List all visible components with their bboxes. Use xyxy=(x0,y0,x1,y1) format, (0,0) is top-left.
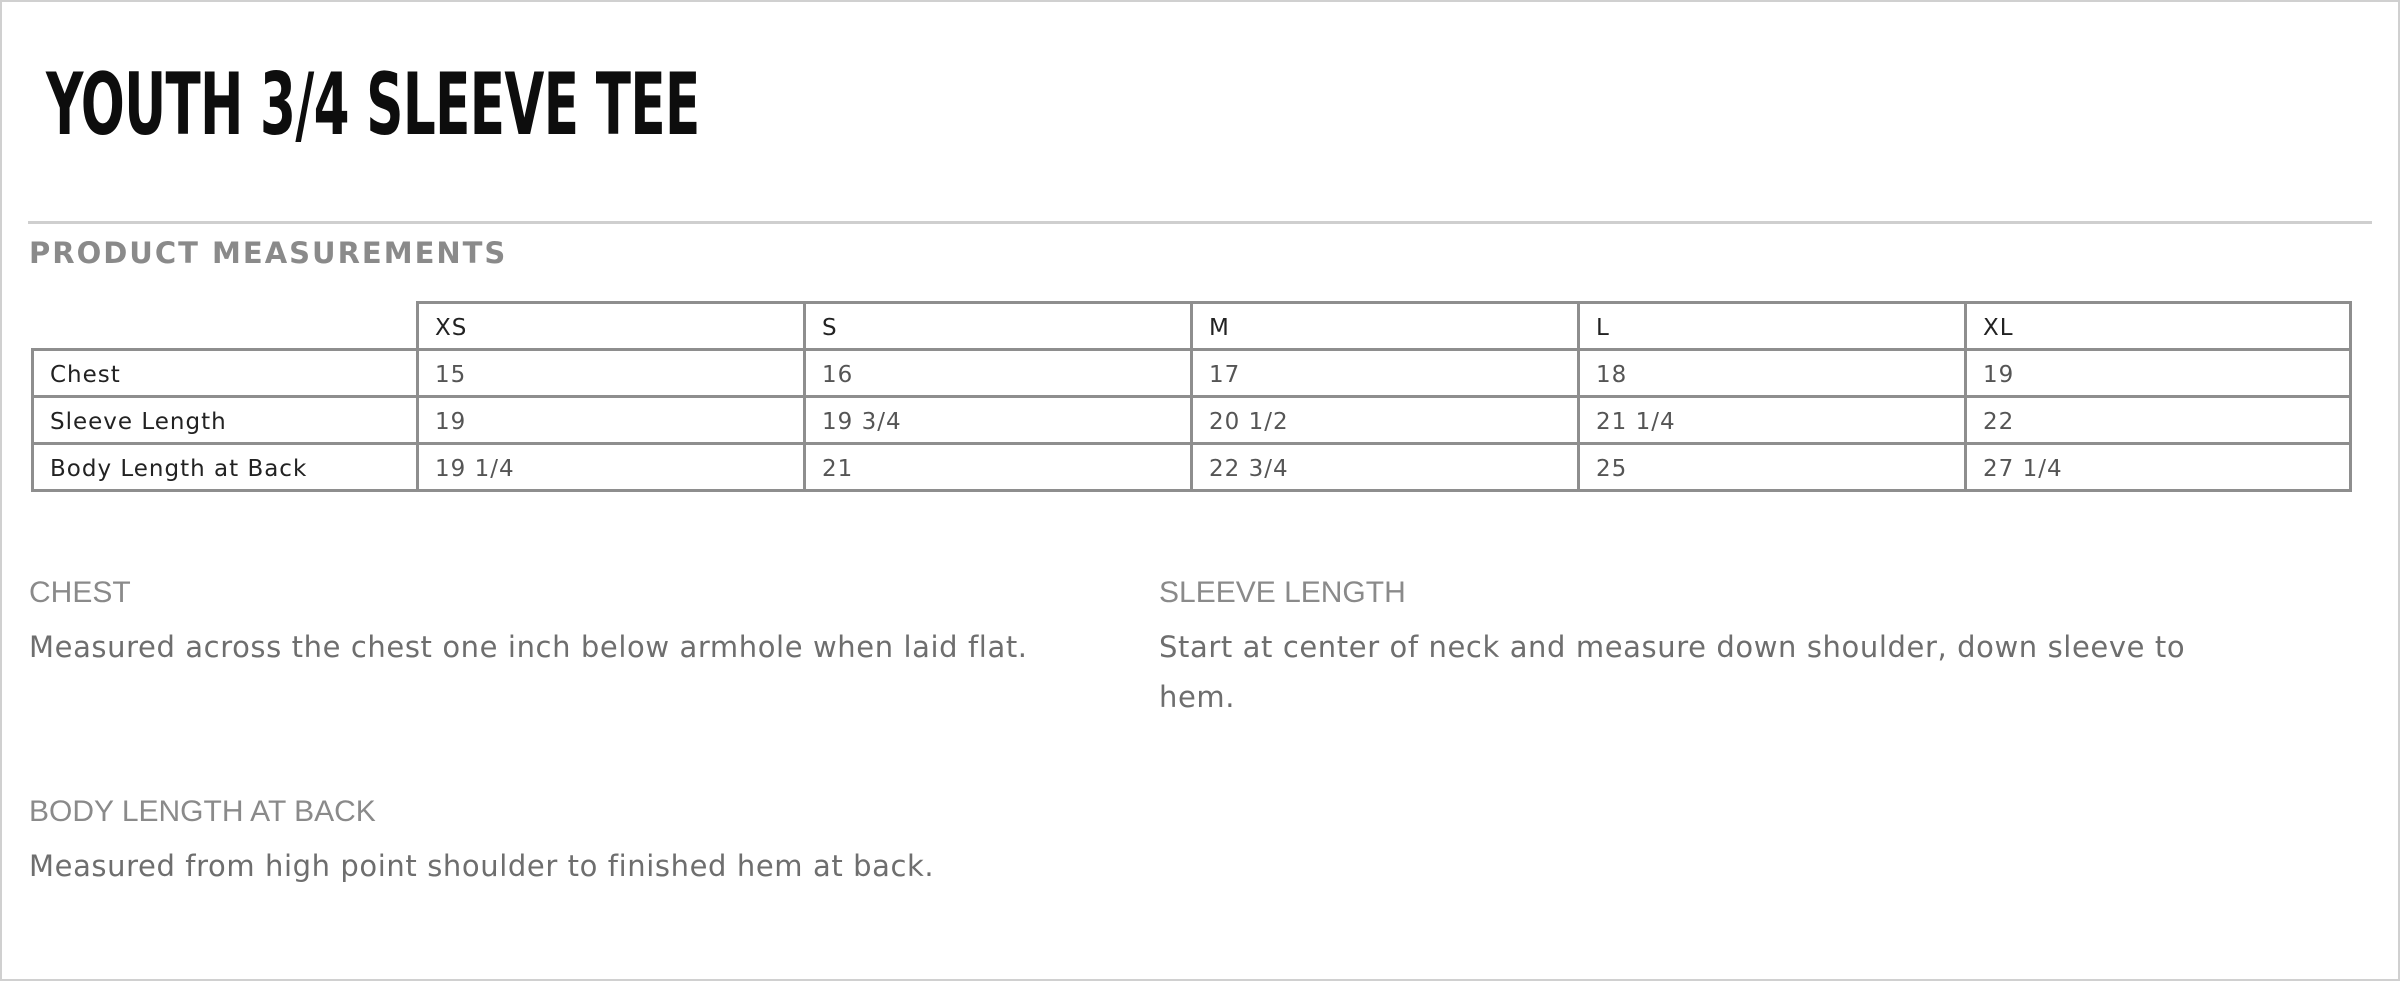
table-cell: 19 3/4 xyxy=(805,397,1192,444)
table-cell: 21 1/4 xyxy=(1579,397,1966,444)
size-header-xs: XS xyxy=(418,303,805,350)
table-cell: 15 xyxy=(418,350,805,397)
table-cell: 22 xyxy=(1966,397,2351,444)
table-row-sleeve-length xyxy=(33,397,2351,444)
table-cell: 21 xyxy=(805,444,1192,491)
table-cell: 17 xyxy=(1192,350,1579,397)
table-cell: 16 xyxy=(805,350,1192,397)
table-cell: 20 1/2 xyxy=(1192,397,1579,444)
table-cell: 27 1/4 xyxy=(1966,444,2351,491)
size-header-m: M xyxy=(1192,303,1579,350)
measurement-table xyxy=(31,301,2352,492)
table-cell: 19 xyxy=(1966,350,2351,397)
chest-definition-text: Measured across the chest one inch below armhole when laid flat. xyxy=(29,630,1028,664)
table-row-body-length xyxy=(33,444,2351,491)
size-header-xl: XL xyxy=(1966,303,2351,350)
table-cell: 19 xyxy=(418,397,805,444)
table-cell: 18 xyxy=(1579,350,1966,397)
table-cell: 22 3/4 xyxy=(1192,444,1579,491)
table-row-chest xyxy=(33,350,2351,397)
row-label-chest: Chest xyxy=(33,350,418,397)
product-title: YOUTH 3/4 SLEEVE TEE xyxy=(46,55,700,155)
title-divider xyxy=(28,221,2372,224)
sleeve-length-definition-text: Start at center of neck and measure down shoulder, down sleeve to hem. xyxy=(1159,630,2186,714)
size-header-s: S xyxy=(805,303,1192,350)
table-header-row xyxy=(33,303,2351,350)
table-corner-cell xyxy=(33,303,418,350)
size-header-l: L xyxy=(1579,303,1966,350)
sleeve-length-definition-title: SLEEVE LENGTH xyxy=(1159,576,1406,609)
table-cell: 25 xyxy=(1579,444,1966,491)
table-cell: 19 1/4 xyxy=(418,444,805,491)
chest-definition-title: CHEST xyxy=(29,576,131,609)
row-label-body-length: Body Length at Back xyxy=(33,444,418,491)
row-label-sleeve-length: Sleeve Length xyxy=(33,397,418,444)
body-length-definition-text: Measured from high point shoulder to finished hem at back. xyxy=(29,849,935,883)
body-length-definition-title: BODY LENGTH AT BACK xyxy=(29,795,376,828)
section-title: PRODUCT MEASUREMENTS xyxy=(29,236,508,270)
